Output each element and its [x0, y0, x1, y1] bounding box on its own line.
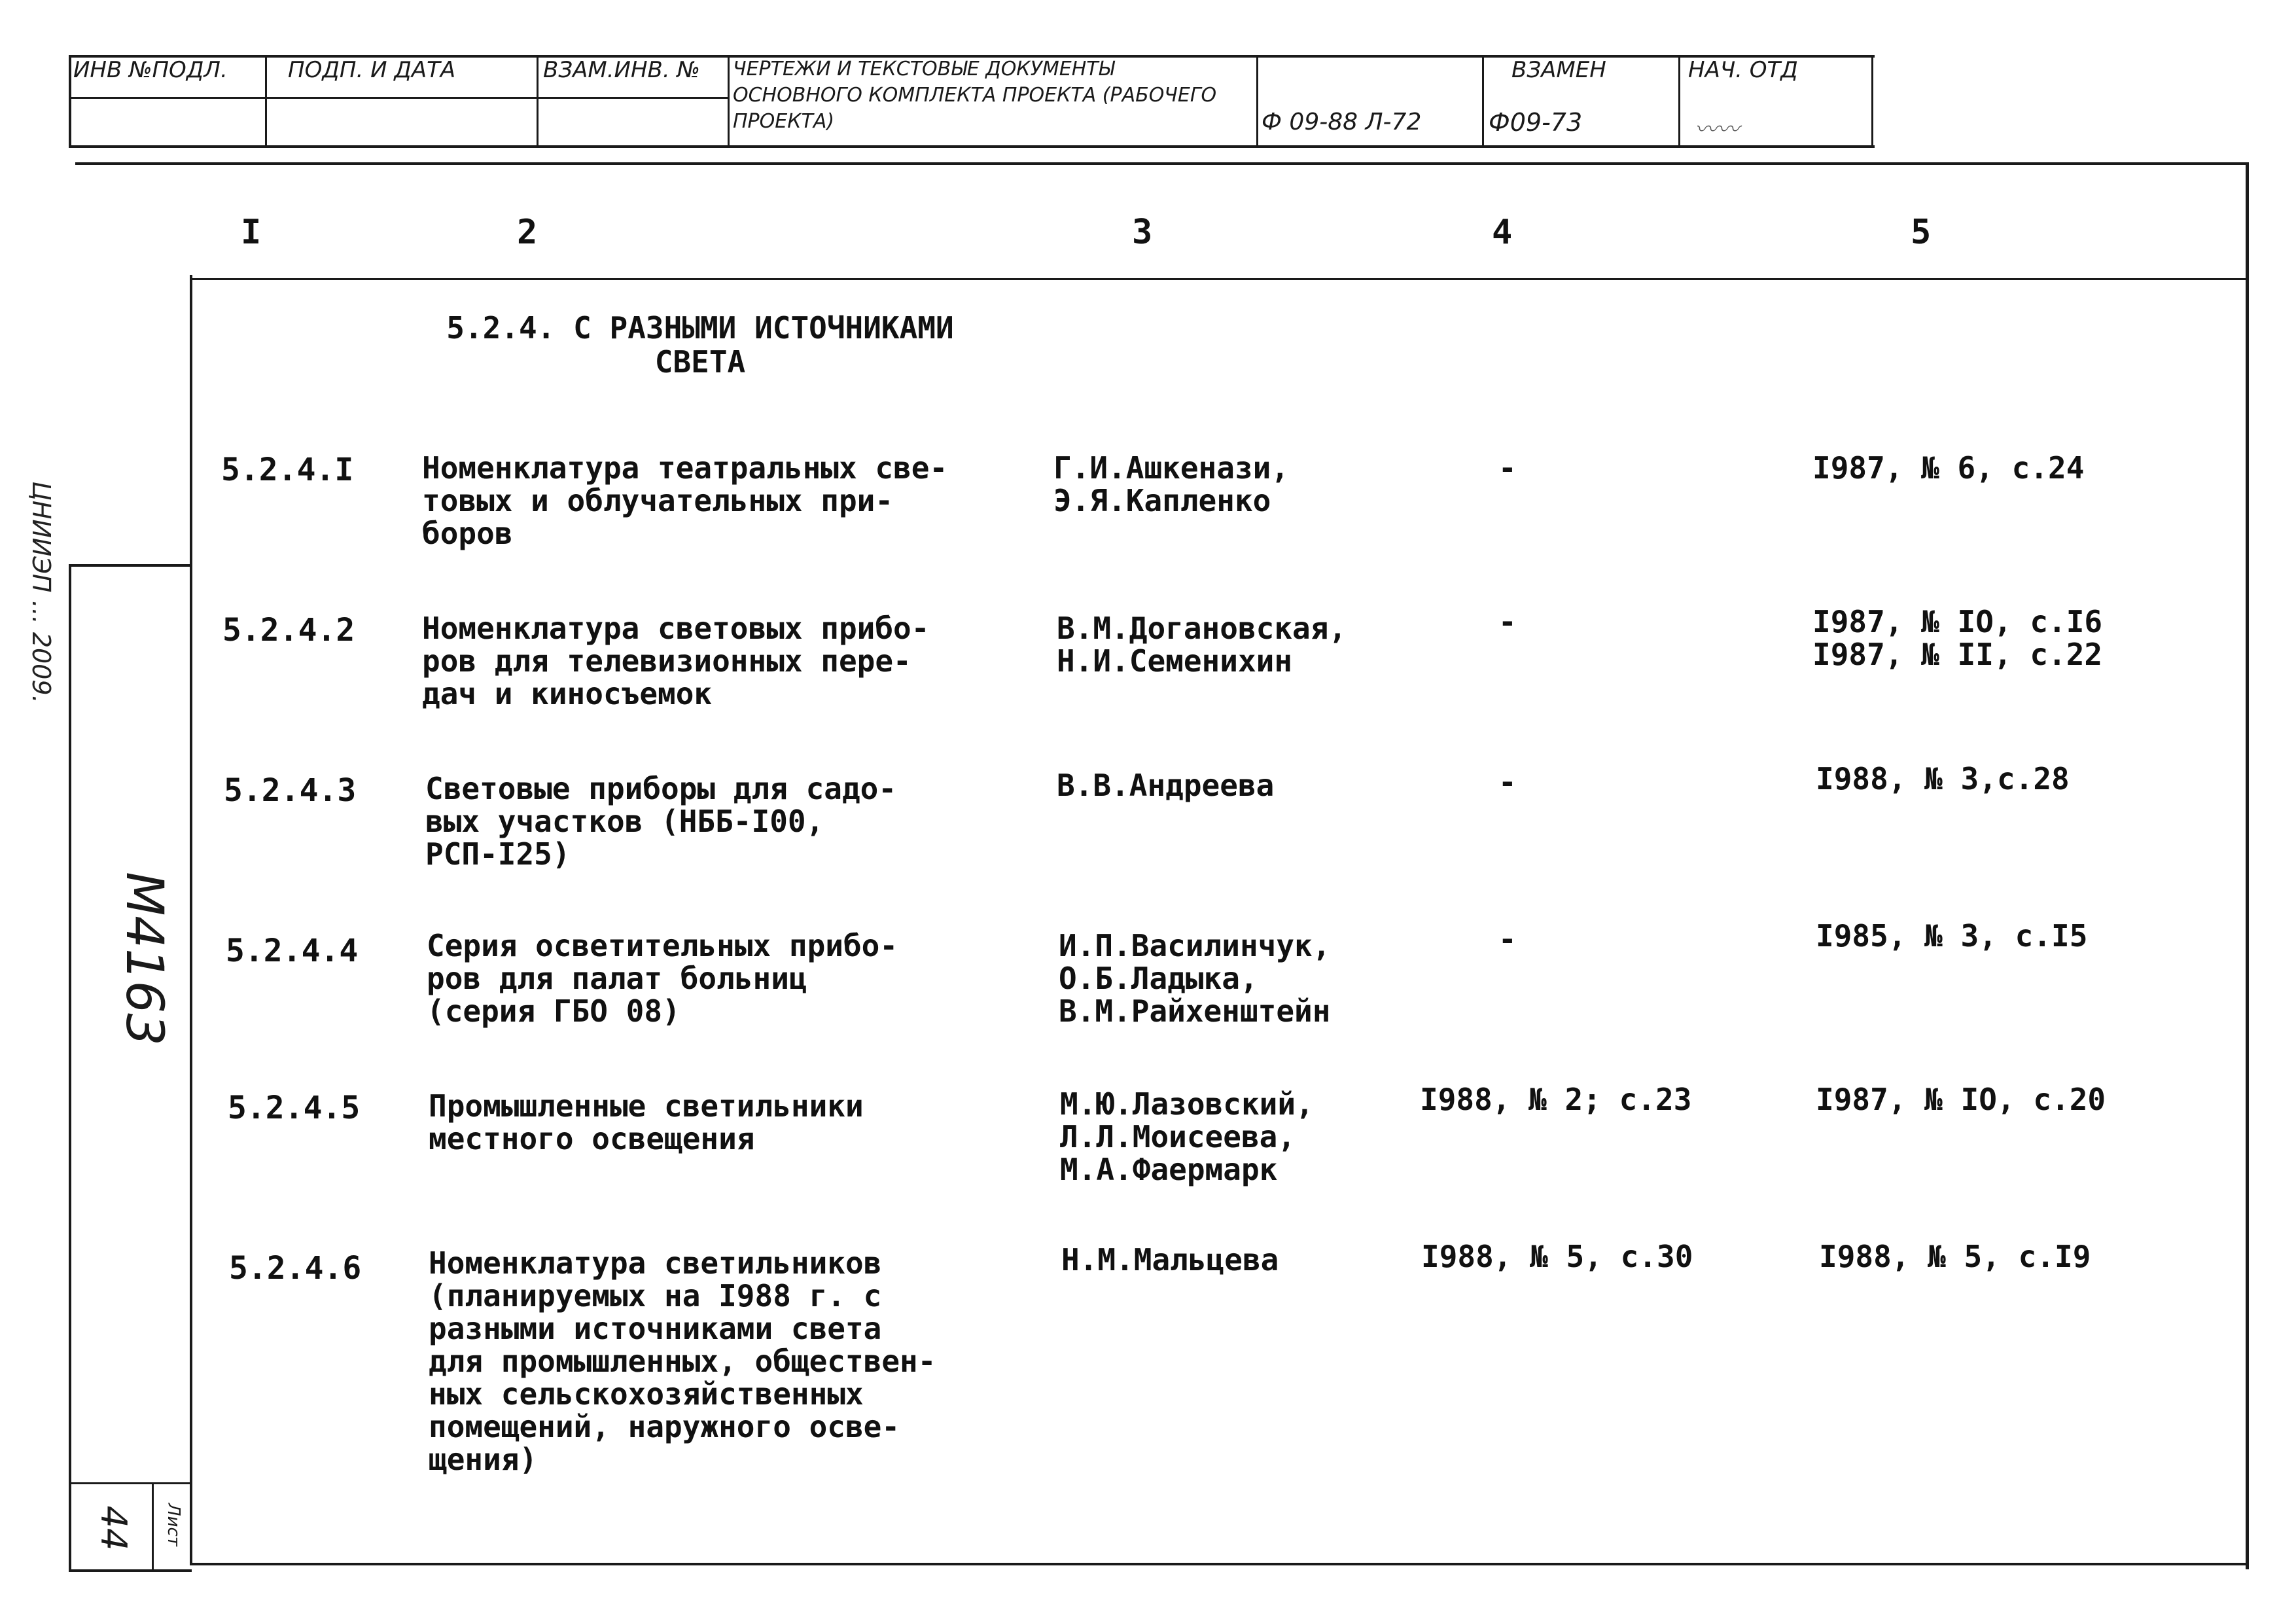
row-source: I988, № 5, с.I9 [1819, 1239, 2091, 1274]
frame-bottom-line [190, 1563, 2248, 1565]
title-block-divider [265, 55, 267, 148]
title-cell-inv-podl: ИНВ №ПОДЛ. [73, 58, 228, 82]
vertical-stamp: ЦНИИЭП ... 2009. [27, 481, 56, 704]
title-cell-vzam-inv: ВЗАМ.ИНВ. № [543, 58, 700, 82]
row-id: 5.2.4.4 [226, 933, 359, 969]
row-source: I987, № IO, с.20 [1816, 1082, 2106, 1117]
column-number-2: 2 [517, 213, 538, 252]
title-cell-drawings: ЧЕРТЕЖИ И ТЕКСТОВЫЕ ДОКУМЕНТЫ ОСНОВНОГО КОМПЛЕКТА ПРОЕКТА (РАБОЧЕГО ПРОЕКТА) [733, 58, 1217, 133]
margin-box-bottom [69, 1569, 192, 1572]
row-col4: - [1498, 450, 1517, 486]
row-authors: М.Ю.Лазовский, Л.Л.Моисеева, М.А.Фаермарк [1060, 1086, 1314, 1187]
sheet-number: 44 [93, 1505, 134, 1551]
row-authors: И.П.Василинчук, О.Б.Ладыка, В.М.Райхенштейн [1059, 928, 1331, 1029]
margin-box-top [69, 564, 192, 567]
title-cell-vzamen-value: Ф09-73 [1489, 110, 1583, 135]
row-title: Номенклатура театральных све- товых и облучательных при- боров [422, 450, 948, 551]
row-authors: Г.И.Ашкенази, Э.Я.Капленко [1053, 450, 1290, 518]
row-id: 5.2.4.3 [224, 772, 357, 809]
row-title: Промышленные светильники местного освещения [429, 1088, 864, 1156]
row-source: I985, № 3, с.I5 [1816, 918, 2088, 954]
frame-left-line [190, 275, 192, 1564]
title-block-divider [728, 55, 730, 148]
row-col4: - [1498, 764, 1517, 800]
title-block-divider [69, 55, 71, 148]
margin-box-left [69, 564, 71, 1571]
column-number-1: I [241, 213, 262, 252]
row-id: 5.2.4.5 [228, 1090, 361, 1126]
margin-box-inner-divider [152, 1482, 154, 1571]
row-title: Световые приборы для садо- вых участков (НББ-I00, РСП-I25) [425, 771, 897, 872]
title-block-divider [1256, 55, 1258, 148]
title-block-divider [537, 55, 539, 148]
row-col4: - [1498, 604, 1517, 639]
row-source: I988, № 3,с.28 [1816, 761, 2070, 796]
row-title: Номенклатура светильников (планируемых на I988 г. с разными источниками света для промышленных, обществен- ных сельскохозяйственных помещений, наружного осве- щения) [429, 1245, 936, 1477]
row-col4: - [1498, 921, 1517, 957]
row-authors: В.М.Догановская, Н.И.Семенихин [1057, 611, 1347, 679]
title-block-bottom-line [69, 145, 1875, 148]
title-cell-vzamen-label: ВЗАМЕН [1511, 58, 1606, 82]
inventory-number: М4163 [115, 872, 173, 1046]
sheet-label: Лист [164, 1503, 183, 1546]
frame-top-line [75, 162, 2248, 165]
header-separator-line [190, 278, 2248, 280]
row-title: Серия осветительных прибо- ров для палат больниц (серия ГБО 08) [427, 928, 898, 1029]
frame-right-line [2246, 162, 2249, 1569]
row-authors: В.В.Андреева [1057, 768, 1275, 803]
title-cell-doc-code: Ф 09-88 Л-72 [1262, 110, 1422, 135]
row-source: I987, № 6, с.24 [1812, 450, 2085, 486]
row-id: 5.2.4.6 [229, 1250, 362, 1287]
row-col4: I988, № 5, с.30 [1421, 1239, 1693, 1274]
row-id: 5.2.4.2 [222, 612, 355, 649]
section-heading: 5.2.4. С РАЗНЫМИ ИСТОЧНИКАМИ СВЕТА [446, 310, 954, 380]
title-block-divider [1482, 55, 1484, 148]
title-cell-nach-otd: НАЧ. ОТД [1688, 58, 1798, 82]
row-authors: Н.М.Мальцева [1061, 1242, 1279, 1277]
margin-box-divider [69, 1482, 192, 1484]
signature-scribble: 〰〰 [1695, 116, 1739, 143]
row-title: Номенклатура световых прибо- ров для телевизионных пере- дач и киносъемок [422, 611, 930, 711]
title-block-mid-line [69, 97, 730, 99]
column-number-5: 5 [1911, 213, 1932, 252]
row-col4: I988, № 2; с.23 [1420, 1082, 1692, 1117]
title-cell-podp-data: ПОДП. И ДАТА [288, 58, 456, 82]
column-number-4: 4 [1492, 213, 1513, 252]
row-source: I987, № IO, с.I6 I987, № II, с.22 [1812, 604, 2103, 672]
column-number-3: 3 [1132, 213, 1153, 252]
title-block-divider [1871, 55, 1873, 148]
title-block-divider [1678, 55, 1680, 148]
row-id: 5.2.4.I [221, 452, 354, 488]
